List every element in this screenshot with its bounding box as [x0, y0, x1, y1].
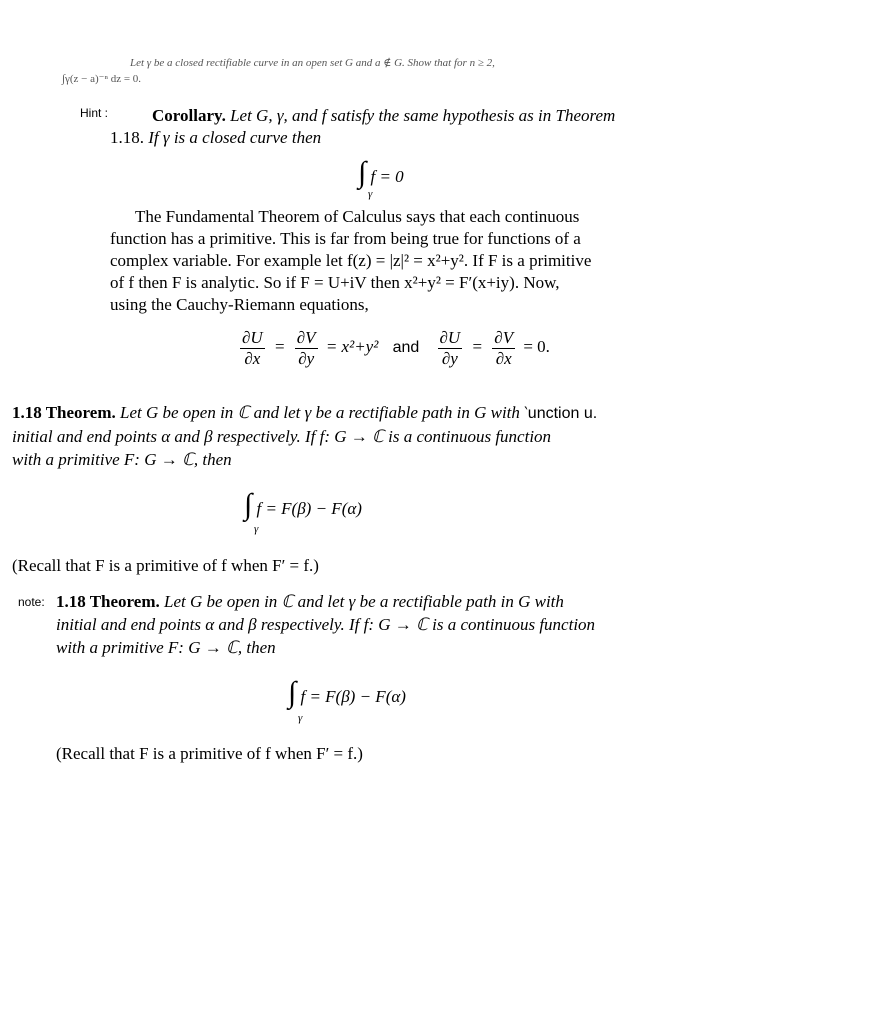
theorem-formula-sub: γ: [254, 523, 259, 535]
hint-para-line1: The Fundamental Theorem of Calculus says that each continuous: [135, 207, 580, 226]
corollary-theorem-number: 1.18.: [110, 128, 144, 147]
note-theorem-text-1: Let G be open in ℂ and let γ be a rectifiable path in G with: [163, 592, 564, 611]
numerator-dU-2: ∂U: [439, 328, 461, 347]
numerator-dU: ∂U: [242, 328, 263, 347]
theorem-line3: with a primitive F: G → ℂ, then: [12, 450, 232, 469]
note-formula-rhs: f = F(β) − F(α): [300, 687, 406, 706]
equals-sign-2: =: [472, 337, 483, 357]
corollary-line1: [152, 106, 615, 126]
note-formula-sub: γ: [298, 712, 303, 724]
note-theorem-line2: initial and end points α and β respectively. If f: G → ℂ is a continuous function: [56, 615, 596, 634]
corollary-text-2: If γ is a closed curve then: [148, 128, 322, 147]
fraction-dV-dx: [492, 328, 515, 369]
denominator-dx-2: ∂x: [495, 349, 512, 368]
integral-sign-icon: ∫: [288, 676, 297, 709]
corollary-formula-rhs: f = 0: [370, 167, 404, 186]
theorem-formula-rhs: f = F(β) − F(α): [256, 499, 362, 518]
theorem-number: 1.18 Theorem.: [12, 403, 116, 422]
exercise-statement-line2: ∫γ(z − a)⁻ⁿ dz = 0.: [62, 73, 142, 85]
corollary-text-1: Let G, γ, and f satisfy the same hypothesis as in Theorem: [230, 106, 616, 125]
note-theorem-line3: with a primitive F: G → ℂ, then: [56, 638, 276, 657]
fraction-dU-dy: [438, 328, 463, 369]
denominator-dx: ∂x: [244, 349, 261, 368]
fraction-dU-dx: [240, 328, 265, 369]
note-theorem-line1: [56, 592, 564, 612]
hint-label: Hint :: [80, 106, 109, 120]
corollary-formula: [358, 158, 404, 188]
and-word: and: [392, 339, 420, 357]
equals-sign: =: [274, 337, 285, 357]
numerator-dV-2: ∂V: [494, 328, 514, 347]
hint-para-line4: of f then F is analytic. So if F = U+iV then x²+y² = F′(x+iy). Now,: [110, 273, 560, 292]
theorem-text-1-tail: ‵unction u.: [524, 405, 598, 422]
hint-para-line5: using the Cauchy-Riemann equations,: [110, 295, 369, 314]
integral-sign-icon: ∫: [244, 488, 253, 521]
denominator-dy: ∂y: [298, 349, 315, 368]
note-formula: [288, 678, 406, 708]
integral-sign-icon: ∫: [358, 156, 367, 189]
note-label: note:: [18, 595, 45, 609]
eq2-rhs: = 0.: [523, 337, 550, 357]
theorem-line1: [12, 403, 597, 423]
corollary-line2: [110, 128, 321, 148]
hint-para-line3: complex variable. For example let f(z) = |z|² = x²+y². If F is a primitive: [110, 251, 592, 270]
hint-para-line2: function has a primitive. This is far from being true for functions of a: [110, 229, 581, 248]
theorem-formula: [244, 490, 362, 520]
note-theorem-number: 1.18 Theorem.: [56, 592, 160, 611]
theorem-text-1: Let G be open in ℂ and let γ be a rectifiable path in G with: [119, 403, 520, 422]
theorem-line2: initial and end points α and β respectively. If f: G → ℂ is a continuous function: [12, 427, 552, 446]
exercise-statement-line1: Let γ be a closed rectifiable curve in an open set G and a ∉ G. Show that for n ≥ 2,: [130, 57, 495, 69]
denominator-dy-2: ∂y: [441, 349, 458, 368]
note-recall: (Recall that F is a primitive of f when F′ = f.): [56, 744, 363, 763]
fraction-dV-dy: [295, 328, 318, 369]
theorem-recall: (Recall that F is a primitive of f when F′ = f.): [12, 556, 319, 575]
numerator-dV: ∂V: [296, 328, 316, 347]
cauchy-riemann-equations: [240, 328, 550, 369]
corollary-formula-sub: γ: [368, 188, 373, 200]
eq1-rhs: = x²+y²: [325, 337, 379, 357]
corollary-label: Corollary.: [152, 106, 226, 125]
